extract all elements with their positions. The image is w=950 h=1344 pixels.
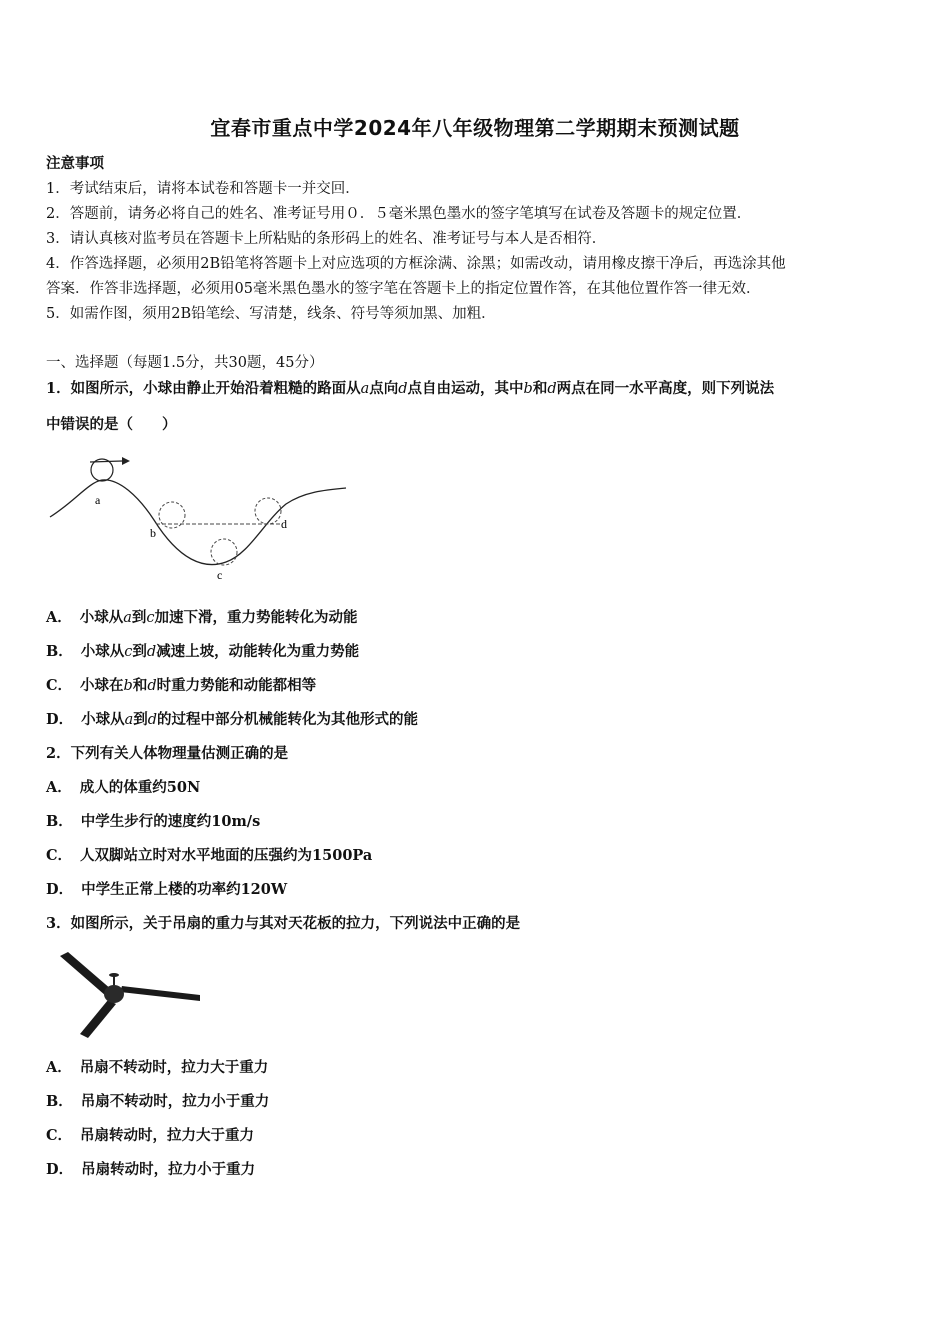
q2-option-b[interactable]: B． 中学生步行的速度约10m/s bbox=[46, 813, 261, 830]
q2-option-d[interactable]: D． 中学生正常上楼的功率约120W bbox=[46, 881, 288, 898]
q3-option-c[interactable]: C． 吊扇转动时，拉力大于重力 bbox=[46, 1127, 255, 1144]
q1-option-c[interactable]: C． 小球在b和d时重力势能和动能都相等 bbox=[46, 677, 317, 694]
q2-option-a[interactable]: A． 成人的体重约50N bbox=[46, 779, 201, 796]
notice-item: 答案．作答非选择题，必须用05毫米黑色墨水的签字笔在答题卡上的指定位置作答，在其他位置作答一律无效． bbox=[46, 281, 761, 297]
notice-item: 3．请认真核对监考员在答题卡上所粘贴的条形码上的姓名、准考证号与本人是否相符． bbox=[46, 231, 607, 247]
q1-option-d[interactable]: D． 小球从a到d的过程中部分机械能转化为其他形式的能 bbox=[46, 711, 419, 728]
notice-item: 2．答题前，请务必将自己的姓名、准考证号用０．５毫米黑色墨水的签字笔填写在试卷及答题卡的规定位置． bbox=[46, 206, 752, 222]
label-d: d bbox=[281, 517, 287, 531]
label-c: c bbox=[217, 568, 223, 582]
question-1-stem: 1．如图所示，小球由静止开始沿着粗糙的路面从a点向d点自由运动，其中b和d两点在同一水平高度，则下列说法 bbox=[46, 380, 775, 397]
q1-option-a[interactable]: A． 小球从a到c加速下滑，重力势能转化为动能 bbox=[46, 609, 358, 626]
notice-heading: 注意事项 bbox=[46, 155, 104, 172]
q3-option-a[interactable]: A． 吊扇不转动时，拉力大于重力 bbox=[46, 1059, 269, 1076]
section-heading: 一、选择题（每题1.5分，共30题，45分） bbox=[46, 355, 324, 371]
notice-item: 5．如需作图，须用2B铅笔绘、写清楚，线条、符号等须加黑、加粗． bbox=[46, 306, 496, 322]
question-1-stem-cont: 中错误的是（ ） bbox=[46, 416, 177, 433]
page-title: 宜春市重点中学2024年八年级物理第二学期期末预测试题 bbox=[210, 116, 740, 140]
q3-option-b[interactable]: B． 吊扇不转动时，拉力小于重力 bbox=[46, 1093, 270, 1110]
ceiling-fan-figure bbox=[50, 950, 205, 1042]
q1-option-b[interactable]: B． 小球从c到d减速上坡，动能转化为重力势能 bbox=[46, 643, 360, 660]
q2-option-c[interactable]: C． 人双脚站立时对水平地面的压强约为1500Pa bbox=[46, 847, 373, 864]
q3-option-d[interactable]: D． 吊扇转动时，拉力小于重力 bbox=[46, 1161, 256, 1178]
notice-item: 1．考试结束后，请将本试卷和答题卡一并交回． bbox=[46, 181, 360, 197]
question-3-stem: 3．如图所示，关于吊扇的重力与其对天花板的拉力，下列说法中正确的是 bbox=[46, 915, 521, 932]
label-b: b bbox=[150, 526, 156, 540]
question-2-stem: 2．下列有关人体物理量估测正确的是 bbox=[46, 745, 289, 762]
label-a: a bbox=[95, 493, 101, 507]
track-figure bbox=[44, 452, 354, 586]
notice-item: 4．作答选择题，必须用2B铅笔将答题卡上对应选项的方框涂满、涂黑；如需改动，请用橡皮擦干净后，再选涂其他 bbox=[46, 256, 786, 272]
